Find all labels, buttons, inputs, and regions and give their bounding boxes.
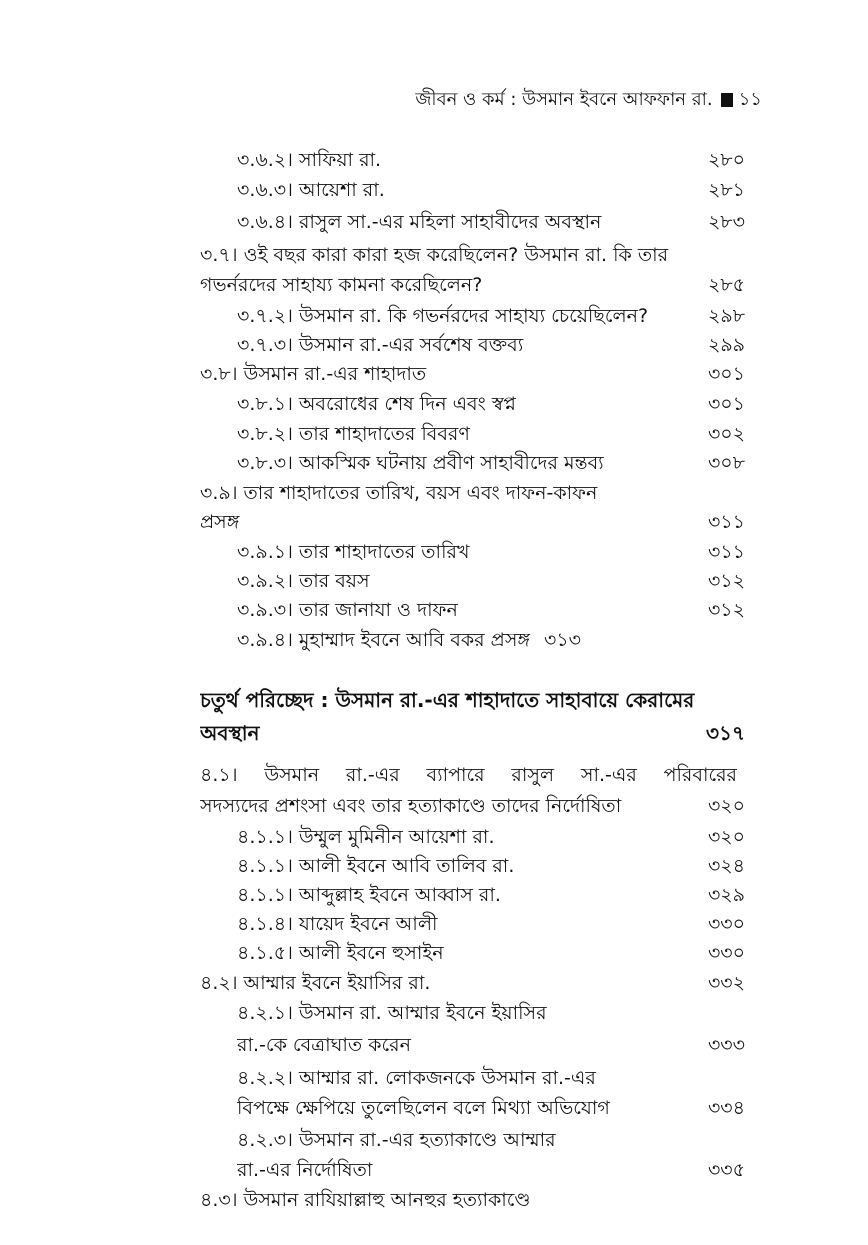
toc-entry (237, 537, 745, 567)
toc-entry-title: ৪.৩। উসমান রাযিয়াল্লাহু আনহুর হত্যাকাণ্ডে (200, 1189, 531, 1211)
toc-entry-title: ৩.৭.৩। উসমান রা.-এর সর্বশেষ বক্তব্য (237, 334, 524, 356)
toc-entry-title: বিপক্ষে ক্ষেপিয়ে তুলেছিলেন বলে মিথ্যা অভিযোগ (237, 1097, 610, 1119)
toc-entry-title: প্রসঙ্গ (200, 511, 240, 533)
chapter-heading-continuation (200, 717, 745, 749)
toc-entry-continuation (237, 1155, 745, 1185)
toc-entry-title: ৪.১.১। আব্দুল্লাহ ইবনে আব্বাস রা. (237, 884, 501, 906)
toc-entry-title: ৩.৭। ওই বছর কারা কারা হজ করেছিলেন? উসমান রা. কি তার (200, 244, 669, 266)
toc-entry-title: ৪.২.৩। উসমান রা.-এর হত্যাকাণ্ডে আম্মার (237, 1129, 556, 1151)
toc-entry-continuation (237, 1093, 745, 1123)
toc-entry-title: ৪.১.১। উম্মুল মুমিনীন আয়েশা রা. (237, 826, 495, 848)
toc-entry-page: ২৯৮ (707, 305, 745, 327)
toc-entry-page: ৩৩৫ (707, 1159, 745, 1181)
toc-entry-title: ৩.৬.৪। রাসুল সা.-এর মহিলা সাহাবীদের অবস্থান (237, 211, 602, 233)
toc-entry-page: ৩১১ (707, 541, 745, 563)
toc-entry-title: গভর্নরদের সাহায্য কামনা করেছিলেন? (200, 274, 483, 296)
toc-entry-title: ৩.৬.২। সাফিয়া রা. (237, 149, 382, 171)
toc-entry-page: ৩১১ (707, 511, 745, 533)
toc-entry-continuation (237, 1030, 745, 1060)
toc-entry (237, 822, 745, 852)
toc-entry-title: ৩.৯.২। তার বয়স (237, 570, 370, 592)
toc-entry-page: ৩০১ (707, 393, 745, 415)
toc-entry (237, 448, 745, 478)
toc-entry-title: সদস্যদের প্রশংসা এবং তার হত্যাকাণ্ডে তাদের নির্দোষিতা (200, 795, 622, 817)
toc-entry (200, 240, 745, 270)
toc-entry-title: ৩.৮.৩। আকস্মিক ঘটনায় প্রবীণ সাহাবীদের মন্তব্য (237, 452, 604, 474)
chapter-heading (200, 684, 745, 716)
toc-entry-continuation (200, 791, 745, 821)
toc-entry-page: ৩২০ (707, 795, 745, 817)
toc-entry (200, 760, 745, 790)
toc-entry-title: ৩.৮.২। তার শাহাদাতের বিবরণ (237, 423, 470, 445)
toc-entry-page: ৩২৪ (707, 855, 745, 877)
toc-entry-continuation (200, 507, 745, 537)
toc-entry (237, 938, 745, 968)
toc-entry-page: ৩১২ (707, 570, 745, 592)
toc-entry-title: ৪.২.১। উসমান রা. আম্মার ইবনে ইয়াসির (237, 1002, 547, 1024)
toc-entry (237, 625, 745, 655)
toc-entry-page: ৩৩০ (707, 942, 745, 964)
toc-entry-page: ৩০২ (707, 423, 745, 445)
toc-entry-title: ৩.৯.১। তার শাহাদাতের তারিখ (237, 541, 470, 563)
toc-entry-page: ২৯৯ (707, 334, 745, 356)
header-marker-square (721, 93, 733, 107)
toc-entry (237, 389, 745, 419)
toc-entry-page: ২৮৫ (707, 274, 745, 296)
toc-entry (237, 880, 745, 910)
running-header (415, 86, 762, 114)
toc-entry (237, 595, 745, 625)
toc-entry-page: ২৮৩ (707, 211, 745, 233)
toc-entry (200, 359, 745, 389)
toc-entry-page: ৩৩২ (707, 972, 745, 994)
toc-entry (237, 909, 745, 939)
toc-entry-page: ৩১৩ (543, 629, 582, 651)
toc-entry-title: ৩.৬.৩। আয়েশা রা. (237, 179, 385, 201)
toc-entry (237, 145, 745, 175)
toc-entry-page: ৩০১ (707, 363, 745, 385)
toc-entry-title: রা.-কে বেত্রাঘাত করেন (237, 1034, 411, 1056)
chapter-heading-title: চতুর্থ পরিচ্ছেদ : উসমান রা.-এর শাহাদাতে সাহাবায়ে কেরামের (200, 688, 695, 712)
toc-entry-title: ৩.৯.৪। মুহাম্মাদ ইবনে আবি বকর প্রসঙ্গ (237, 629, 530, 651)
toc-entry (237, 1063, 745, 1093)
toc-entry-page: ২৮১ (707, 179, 745, 201)
toc-entry-page: ৩১২ (707, 599, 745, 621)
toc-entry-title: ৩.৮.১। অবরোধের শেষ দিন এবং স্বপ্ন (237, 393, 516, 415)
chapter-heading-page: ৩১৭ (706, 721, 745, 745)
toc-entry (237, 330, 745, 360)
toc-entry-title: ৪.১। উসমান রা.-এর ব্যাপারে রাসুল সা.-এর পরিবারের (200, 764, 737, 786)
toc-entry (237, 301, 745, 331)
toc-entry-title: ৪.১.৫। আলী ইবনে হুসাইন (237, 942, 444, 964)
toc-entry (237, 419, 745, 449)
toc-entry-title: ৪.১.১। আলী ইবনে আবি তালিব রা. (237, 855, 515, 877)
toc-entry-title: রা.-এর নির্দোষিতা (237, 1159, 373, 1181)
toc-entry-title: ৩.৯। তার শাহাদাতের তারিখ, বয়স এবং দাফন-কাফন (200, 482, 598, 504)
toc-entry-page: ৩৩০ (707, 913, 745, 935)
toc-entry-title: ৪.১.৪। যায়েদ ইবনে আলী (237, 913, 438, 935)
toc-entry-page: ৩৩৪ (707, 1097, 745, 1119)
toc-entry (237, 998, 745, 1028)
toc-entry-title: ৩.৯.৩। তার জানাযা ও দাফন (237, 599, 458, 621)
page-number: ১১ (738, 89, 762, 110)
toc-entry (237, 851, 745, 881)
toc-entry-title: ৪.২.২। আম্মার রা. লোকজনকে উসমান রা.-এর (237, 1067, 596, 1089)
toc-entry-page: ৩৩৩ (707, 1034, 745, 1056)
toc-entry-title: ৩.৭.২। উসমান রা. কি গভর্নরদের সাহায্য চেয়েছিলেন? (237, 305, 649, 327)
toc-entry (200, 478, 745, 508)
running-header-title: জীবন ও কর্ম : উসমান ইবনে আফফান রা. (415, 89, 713, 110)
toc-entry-title: ৪.২। আম্মার ইবনে ইয়াসির রা. (200, 972, 431, 994)
toc-entry-page: ৩২৯ (707, 884, 745, 906)
toc-entry (200, 1185, 745, 1215)
toc-entry-page: ৩০৮ (707, 452, 745, 474)
toc-entry-page: ২৮০ (707, 149, 745, 171)
toc-entry (200, 968, 745, 998)
toc-entry-title: ৩.৮। উসমান রা.-এর শাহাদাত (200, 363, 427, 385)
toc-entry (237, 1125, 745, 1155)
toc-entry-page: ৩২০ (707, 826, 745, 848)
toc-entry (237, 175, 745, 205)
chapter-heading-title: অবস্থান (200, 721, 260, 745)
toc-entry (237, 566, 745, 596)
toc-entry (237, 207, 745, 237)
toc-entry-continuation (200, 270, 745, 300)
